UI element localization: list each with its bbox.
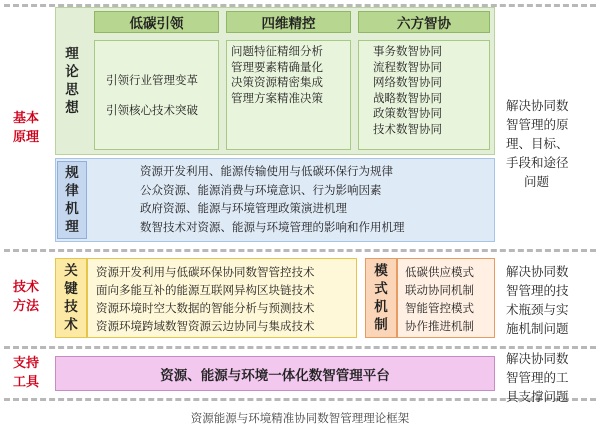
mode-mech-label: 模 式 机 制: [365, 258, 397, 338]
theory-header-four-dim: 四维精控: [226, 11, 351, 33]
theory-col-low-carbon: 引领行业管理变革 引领核心技术突破: [94, 40, 219, 150]
theory-col-four-dim: 问题特征精细分析 管理要素精确量化 决策资源精密集成 管理方案精准决策: [226, 40, 351, 150]
law-text: 资源开发利用、能源传输使用与低碳环保行为规律 公众资源、能源消费与环境意识、行为影响因素 政府资源、能源与环境管理政策演进机理 数智技术对资源、能源与环境管理的影响和作用机理: [140, 164, 405, 234]
row-label-tech-method: 技术 方法: [12, 280, 39, 314]
key-tech-label: 关 键 技 术: [55, 258, 87, 338]
row-label-support-tool: 支持 工具: [12, 356, 39, 390]
theory-header-six-party: 六方智协: [358, 11, 490, 33]
figure-caption: 资源能源与环境精准协同数智管理理论框架: [190, 411, 410, 425]
right-note-method: 解决协同数 智管理的技 术瓶颈与实 施机制问题: [506, 264, 569, 336]
mode-mech-box: 低碳供应模式 联动协同机制 智能管控模式 协作推进机制: [397, 258, 495, 338]
key-tech-box: 资源开发利用与低碳环保协同数智管控技术 面向多能互补的能源互联网异构区块链技术 资源环境时空大数据的智能分析与预测技术 资源环境跨域数智资源云边协同与集成技术: [87, 258, 357, 338]
separator-1: [4, 249, 596, 252]
platform-box: [55, 356, 495, 391]
platform-label: 资源、能源与环境一体化数智管理平台: [160, 367, 390, 384]
theory-col-six-party: 事务数智协同 流程数智协同 网络数智协同 战略数智协同 政策数智协同 技术数智协同: [358, 40, 490, 150]
right-note-tool: 解决协同数 智管理的工 具支撑问题: [506, 351, 569, 404]
theory-header-low-carbon: 低碳引领: [94, 11, 219, 33]
row-label-basic-principle: 基本 原理: [12, 111, 39, 145]
right-note-principle: 解决协同数 智管理的原 理、目标、 手段和途径 问题: [506, 98, 569, 189]
theory-label: 理 论 思 想: [65, 46, 79, 116]
law-label: 规 律 机 理: [57, 161, 87, 239]
